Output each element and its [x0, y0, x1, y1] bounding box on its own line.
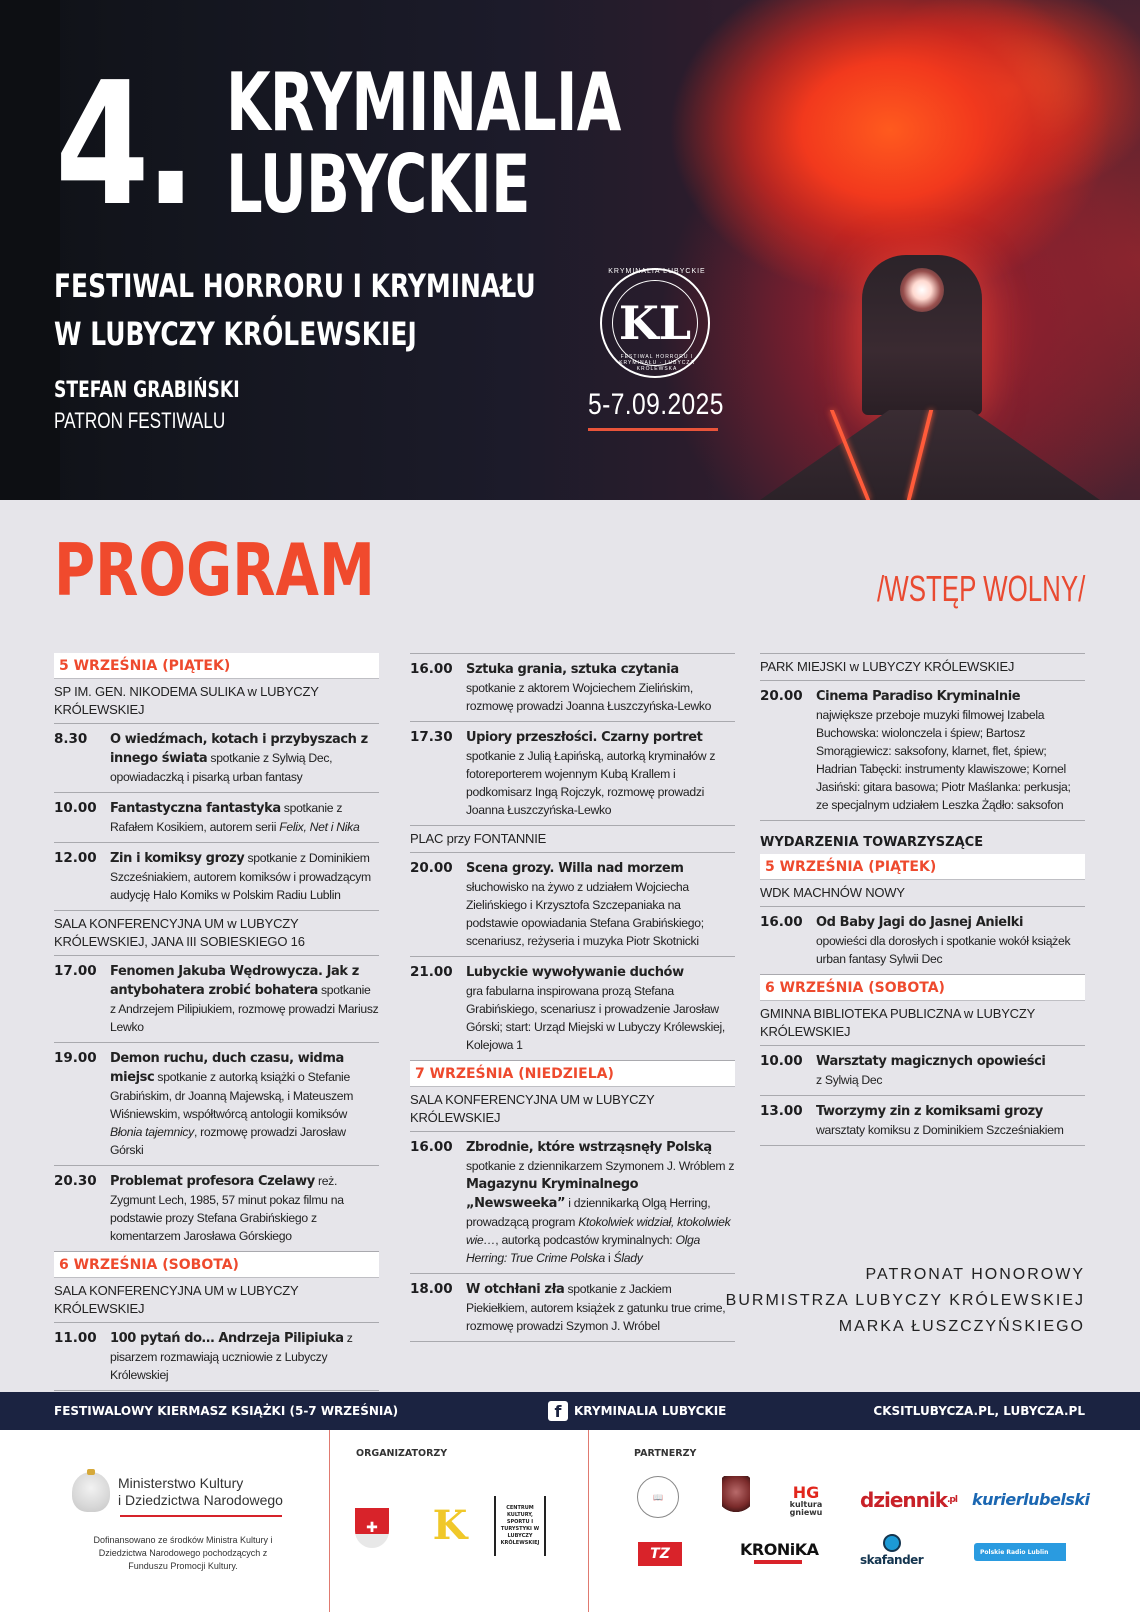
day-label: 5 WRZEŚNIA (PIĄTEK) — [765, 859, 937, 875]
event-time: 8.30 — [54, 731, 88, 747]
patronage-line: BURMISTRZA LUBYCZY KRÓLEWSKIEJ — [725, 1292, 1085, 1309]
event-title: Demon ruchu, duch czasu, widma miejsc — [110, 1051, 344, 1085]
venue-label: GMINNA BIBLIOTEKA PUBLICZNA w LUBYCZY KRÓLEWSKIEJ — [760, 1001, 1085, 1046]
event-row — [410, 722, 735, 826]
event-description — [110, 1172, 379, 1245]
event-details: opowieści dla dorosłych i spotkanie wokół książek urban fantasy Sylwii Dec — [816, 934, 1071, 966]
event-description — [110, 799, 379, 836]
event-details: spotkanie z Sylwią Dec, opowiadaczką i pisarką urban fantasy — [110, 751, 333, 784]
day-header — [54, 653, 379, 679]
event-details: spotkanie z Dominikiem Szcześniakiem, autorem komiksów i prowadzącym audycję Halo Komiks w Polskim Radiu Lublin — [110, 851, 371, 902]
ministry-name — [118, 1475, 283, 1509]
event-details: z pisarzem rozmawiają uczniowie z Lubyczy Królewskiej — [110, 1331, 353, 1382]
festival-subtitle — [54, 262, 536, 358]
patron-name: STEFAN GRABIŃSKI — [54, 378, 240, 403]
day-label: 6 WRZEŚNIA (SOBOTA) — [765, 980, 945, 996]
event-row — [410, 853, 735, 957]
event-time: 20.00 — [760, 688, 803, 704]
event-time: 16.00 — [410, 1139, 453, 1155]
event-title: Zbrodnie, które wstrząsnęły Polską — [466, 1140, 712, 1155]
event-details-cont: i dziennikarką Olgą Herring, prowadzącą program — [466, 1196, 711, 1229]
event-description — [816, 687, 1085, 814]
event-title: Cinema Paradiso Kryminalnie — [816, 689, 1021, 704]
partners-label: PARTNERZY — [634, 1448, 697, 1459]
hero-banner — [0, 0, 1140, 500]
venue-label: PLAC przy FONTANNIE — [410, 826, 735, 853]
event-time: 19.00 — [54, 1050, 97, 1066]
event-title: Upiory przeszłości. Czarny portret — [466, 730, 703, 745]
event-time: 20.00 — [410, 860, 453, 876]
ministry-logo — [72, 1472, 283, 1512]
event-details: największe przeboje muzyki filmowej Izabela Buchowska: wiolonczela i śpiew; Bartosz Smorągiewicz: saksofony, klarnet, flet, śpiew; Hadrian Tabęcki: instrumenty klawiszowe; Kornel Jasiński: gitara basowa; Piotr Maślanka: perkusja; ze specjalnym udziałem Leszka Żądło: saksofon — [816, 708, 1071, 812]
event-time: 10.00 — [54, 800, 97, 816]
event-row — [54, 843, 379, 911]
event-title: Lubyckie wywoływanie duchów — [466, 965, 684, 980]
divider — [588, 1430, 589, 1612]
event-details: spotkanie z Jackiem Piekiełkiem, autorem książek z gatunku true crime, rozmowę prowadzi Szymon J. Wróbel — [466, 1282, 726, 1333]
event-details: spotkanie z aktorem Wojciechem Zielińskim, rozmowę prowadzi Joanna Łuszczyńska-Lewko — [466, 681, 712, 713]
event-details: spotkanie z Julią Łapińską, autorką kryminałów z fotoreporterem wojennym Kubą Krallem i podkomisarz Ingą Rojczyk, rozmowę prowadzi Joanna Łuszczyńska-Lewko — [466, 749, 716, 817]
cksit-logo: CENTRUM KULTURY, SPORTU I TURYSTYKI W LUBYCZY KRÓLEWSKIEJ — [494, 1496, 546, 1556]
event-row — [760, 907, 1085, 975]
event-title: Warsztaty magicznych opowieści — [816, 1054, 1046, 1069]
event-title: Problemat profesora Czelawy — [110, 1174, 315, 1189]
day-label: 5 WRZEŚNIA (PIĄTEK) — [59, 658, 231, 674]
flag-stripe — [120, 1514, 282, 1517]
event-row — [54, 724, 379, 793]
festival-subtitle-line1: FESTIWAL HORRORU I KRYMINAŁU — [54, 267, 536, 305]
event-time: 17.30 — [410, 729, 453, 745]
ministry-name-line1: Ministerstwo Kultury — [118, 1475, 244, 1491]
event-time: 12.00 — [54, 850, 97, 866]
event-time: 18.00 — [410, 1281, 453, 1297]
partner-logo-book-circle: 📖 — [637, 1476, 679, 1518]
festival-title — [226, 56, 621, 231]
event-description — [110, 1049, 379, 1159]
venue-label: SALA KONFERENCYJNA UM w LUBYCZY KRÓLEWSKIEJ — [410, 1087, 735, 1132]
facebook-link[interactable] — [548, 1401, 726, 1421]
partner-logo-muzeum-drzew — [722, 1476, 750, 1522]
event-description — [466, 1138, 735, 1267]
festival-title-line2: LUBYCKIE — [226, 138, 530, 231]
event-title: Zin i komiksy grozy — [110, 851, 245, 866]
website-links[interactable]: CKSITLUBYCZA.PL, LUBYCZA.PL — [873, 1404, 1085, 1418]
divider — [329, 1430, 330, 1612]
event-description — [466, 859, 735, 950]
event-description — [466, 1280, 735, 1335]
free-entry-note: /WSTĘP WOLNY/ — [876, 568, 1085, 609]
event-title: Fenomen Jakuba Wędrowycza. Jak z antybohatera zrobić bohatera — [110, 964, 359, 998]
tv-program-title: Ktokolwiek widział, ktokolwiek wie… — [466, 1215, 731, 1247]
event-description — [110, 1329, 379, 1384]
anthology-title: Błonia tajemnicy — [110, 1125, 194, 1139]
podcast-title: Ślady — [613, 1251, 643, 1265]
municipality-crest-logo: ✚ — [355, 1508, 389, 1548]
event-title: Tworzymy zin z komiksami grozy — [816, 1104, 1043, 1119]
event-details: spotkanie z Andrzejem Pilipiukiem, rozmowę prowadzi Mariusz Lewko — [110, 983, 379, 1034]
event-row — [54, 793, 379, 843]
hg-mark: HG — [792, 1483, 820, 1502]
event-details-cont: i — [608, 1251, 611, 1265]
event-description — [816, 1102, 1085, 1139]
event-row — [410, 1132, 735, 1274]
event-title: 100 pytań do… Andrzeja Pilipiuka — [110, 1331, 344, 1346]
event-title: Od Baby Jagi do Jasnej Anielki — [816, 915, 1024, 930]
partner-logo-kultura-gniewu — [786, 1480, 826, 1522]
venue-label: PARK MIEJSKI w LUBYCZY KRÓLEWSKIEJ — [760, 653, 1085, 681]
facebook-icon: f — [548, 1401, 568, 1421]
event-details-cont: , autorką podcastów kryminalnych: — [495, 1233, 673, 1247]
event-row — [54, 956, 379, 1043]
date-underline — [588, 428, 718, 431]
event-details: reż. Zygmunt Lech, 1985, 57 minut pokaz filmu na podstawie prozy Stefana Grabińskiego z komentarzem Jarosława Górskiego — [110, 1174, 344, 1243]
magazine-name: Magazynu Kryminalnego „Newsweeka” — [466, 1177, 639, 1211]
event-time: 11.00 — [54, 1330, 97, 1346]
k-logo: K — [432, 1501, 468, 1549]
info-bar — [0, 1392, 1140, 1430]
partner-logo-polskie-radio-lublin: Polskie Radio Lublin — [974, 1543, 1066, 1561]
day-header — [760, 975, 1085, 1001]
day-header — [54, 1252, 379, 1278]
emblem-top-text: KRYMINALIA LUBYCKIE — [608, 268, 706, 275]
event-details: warsztaty komiksu z Dominikiem Szcześniakiem — [816, 1123, 1064, 1137]
funding-note: Dofinansowano ze środków Ministra Kultury i Dziedzictwa Narodowego pochodzących z Funduszu Promocji Kultury. — [93, 1535, 273, 1571]
accompanying-events-heading — [760, 821, 1085, 854]
event-row — [760, 1046, 1085, 1096]
event-row — [54, 1166, 379, 1252]
festival-subtitle-line2: W LUBYCZY KRÓLEWSKIEJ — [54, 315, 417, 353]
event-row — [54, 1323, 379, 1391]
emblem-monogram: KL — [612, 280, 698, 366]
event-row — [410, 1274, 735, 1342]
event-description — [110, 730, 379, 786]
event-time: 13.00 — [760, 1103, 803, 1119]
program-column-2 — [410, 653, 735, 1342]
facebook-page-name: KRYMINALIA LUBYCKIE — [574, 1404, 727, 1418]
event-details: spotkanie z autorką książki o Stefanie Grabińskim, dr Joanną Majewską, i Mateuszem Wiśniewskim, współtwórcą antologii komiksów — [110, 1070, 354, 1121]
event-title: Fantastyczna fantastyka — [110, 801, 281, 816]
honorary-patronage — [726, 1262, 1085, 1340]
festival-dates: 5-7.09.2025 — [588, 388, 724, 421]
event-title: O wiedźmach, kotach i przybyszach z innego świata — [110, 732, 368, 766]
event-details: gra fabularna inspirowana prozą Stefana Grabińskiego, scenariusz i prowadzenie Jarosław Górski; start: Urząd Miejski w Lubyczy Królewskiej, Kolejowa 1 — [466, 984, 725, 1052]
organizers-label: ORGANIZATORZY — [356, 1448, 448, 1459]
partner-logo-kurier-lubelski: kurierlubelski — [972, 1490, 1090, 1509]
day-label: 7 WRZEŚNIA (NIEDZIELA) — [415, 1066, 614, 1082]
day-label: 6 WRZEŚNIA (SOBOTA) — [59, 1257, 239, 1273]
program-column-3 — [760, 653, 1085, 1146]
event-time: 21.00 — [410, 964, 453, 980]
book-fair-note: FESTIWALOWY KIERMASZ KSIĄŻKI (5-7 WRZEŚNIA) — [54, 1404, 399, 1418]
patron-role: PATRON FESTIWALU — [54, 408, 226, 433]
festival-emblem-logo — [600, 268, 710, 378]
event-time: 17.00 — [54, 963, 97, 979]
ministry-name-line2: i Dziedzictwa Narodowego — [118, 1492, 283, 1508]
partner-logo-tygodnik-zamojski: TZ — [638, 1542, 682, 1566]
event-title: W otchłani zła — [466, 1282, 565, 1297]
partner-logo-skafander: skafander — [860, 1534, 923, 1567]
section-label: WYDARZENIA TOWARZYSZĄCE — [760, 835, 984, 850]
event-description — [816, 1052, 1085, 1089]
venue-label: SP IM. GEN. NIKODEMA SULIKA w LUBYCZY KRÓLEWSKIEJ — [54, 679, 379, 724]
event-time: 10.00 — [760, 1053, 803, 1069]
hero-dark-strip — [0, 0, 60, 500]
partner-logo-kronika: KRONiKA — [740, 1540, 819, 1559]
kg-text: kultura gniewu — [789, 1500, 823, 1517]
venue-label: SALA KONFERENCYJNA UM w LUBYCZY KRÓLEWSKIEJ, JANA III SOBIESKIEGO 16 — [54, 911, 379, 956]
railway-track-image — [760, 410, 1100, 500]
venue-label: SALA KONFERENCYJNA UM w LUBYCZY KRÓLEWSKIEJ — [54, 1278, 379, 1323]
event-row — [410, 957, 735, 1061]
event-time: 16.00 — [760, 914, 803, 930]
day-header — [760, 854, 1085, 880]
event-row — [410, 653, 735, 722]
event-description — [466, 660, 735, 715]
edition-number: 4. — [55, 46, 192, 244]
emblem-bottom-text: FESTIWAL HORRORU I KRYMINAŁU · LUBYCZA KRÓLEWSKA — [619, 354, 695, 372]
event-details-cont: , rozmowę prowadzi Jarosław Górski — [110, 1125, 346, 1157]
event-description — [466, 963, 735, 1054]
event-description — [110, 962, 379, 1036]
program-column-1 — [54, 653, 379, 1391]
event-time: 20.30 — [54, 1173, 97, 1189]
festival-title-line1: KRYMINALIA — [226, 56, 621, 149]
event-details: spotkanie z Rafałem Kosikiem, autorem serii — [110, 801, 343, 834]
event-description — [110, 849, 379, 904]
event-details: spotkanie z dziennikarzem Szymonem J. Wróblem z — [466, 1159, 735, 1173]
event-row — [760, 681, 1085, 821]
skafander-icon — [883, 1534, 901, 1552]
venue-label: WDK MACHNÓW NOWY — [760, 880, 1085, 907]
day-header — [410, 1061, 735, 1087]
locomotive-lamp — [900, 268, 944, 312]
patronage-line: PATRONAT HONOROWY — [865, 1266, 1085, 1283]
event-time: 16.00 — [410, 661, 453, 677]
sponsors-footer — [0, 1430, 1140, 1612]
event-description — [816, 913, 1085, 968]
event-title: Scena grozy. Willa nad morzem — [466, 861, 684, 876]
podcast-title: Olga Herring: True Crime Polska — [466, 1233, 700, 1265]
patronage-line: MARKA ŁUSZCZYŃSKIEGO — [838, 1318, 1085, 1335]
program-title: PROGRAM — [54, 528, 375, 612]
event-details: słuchowisko na żywo z udziałem Wojciecha Zielińskiego i Krzysztofa Szczepaniaka na podstawie opowiadania Stefana Grabińskiego; scenariusz, reżyseria i muzyka Piotr Skotnicki — [466, 880, 704, 948]
event-details: z Sylwią Dec — [816, 1073, 883, 1087]
book-series-title: Felix, Net i Nika — [279, 820, 360, 834]
polish-eagle-icon — [72, 1472, 110, 1512]
event-row — [54, 1043, 379, 1166]
event-row — [760, 1096, 1085, 1146]
event-description — [466, 728, 735, 819]
partner-logo-dziennik-wschodni: dziennik .pl — [860, 1488, 957, 1512]
event-title: Sztuka grania, sztuka czytania — [466, 662, 679, 677]
